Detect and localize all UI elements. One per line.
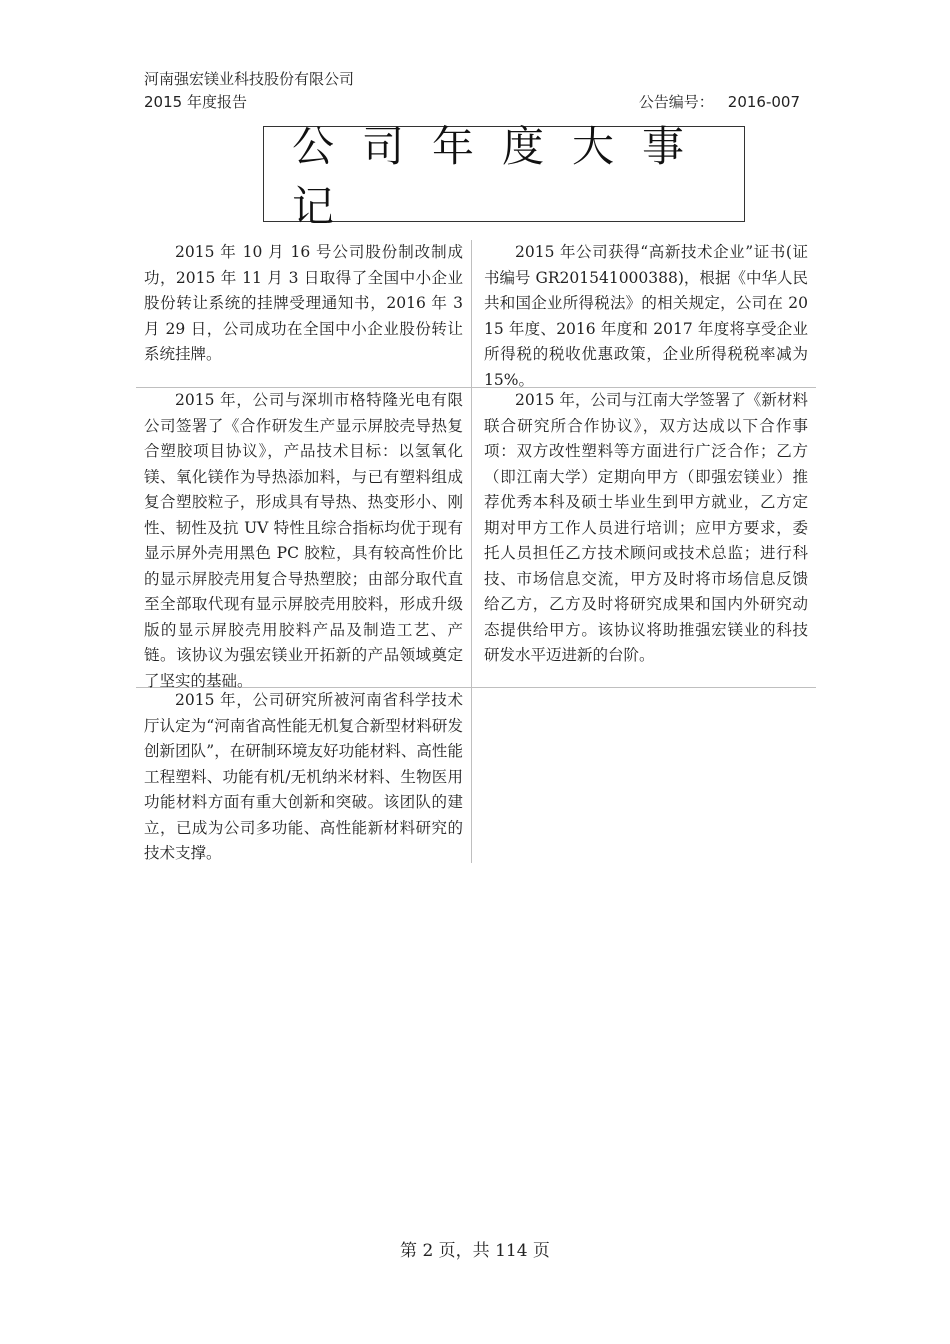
page-title: 公司年度大事记 [292, 122, 713, 231]
report-title: 2015 年度报告 [144, 93, 247, 111]
empty-cell [472, 688, 816, 863]
event-cell: 2015 年 10 月 16 号公司股份制改制成功，2015 年 11 月 3 日取得了全国中小企业股份转让系统的挂牌受理通知书，2016 年 3 月 29 日，公司成功在全国中小企业股份转让系统挂牌。 [136, 240, 472, 388]
events-table [136, 240, 816, 863]
event-cell: 2015 年，公司研究所被河南省科学技术厅认定为“河南省高性能无机复合新型材料研发创新团队”，在研制环境友好功能材料、高性能工程塑料、功能有机/无机纳米材料、生物医用功能材料方面有重大创新和突破。该团队的建立，已成为公司多功能、高性能新材料研究的技术支撑。 [136, 688, 472, 863]
event-cell: 2015 年，公司与江南大学签署了《新材料联合研究所合作协议》，双方达成以下合作事项：双方改性塑料等方面进行广泛合作；乙方（即江南大学）定期向甲方（即强宏镁业）推荐优秀本科及硕士毕业生到甲方就业，乙方定期对甲方工作人员进行培训；应甲方要求，委托人员担任乙方技术顾问或技术总监；进行科技、市场信息交流，甲方及时将市场信息反馈给乙方，乙方及时将研究成果和国内外研究动态提供给甲方。该协议将助推强宏镁业的科技研发水平迈进新的台阶。 [472, 388, 816, 688]
notice-number: 2016-007 [727, 93, 800, 111]
event-cell: 2015 年，公司与深圳市格特隆光电有限公司签署了《合作研发生产显示屏胶壳导热复合塑胶项目协议》，产品技术目标：以氢氧化镁、氧化镁作为导热添加料，与已有塑料组成复合塑胶粒子，形成具有导热、热变形小、刚性、韧性及抗 UV 特性且综合指标均优于现有显示屏外壳用黑色 PC 胶粒，具有较高性价比的显示屏胶壳用复合导热塑胶；由部分取代直至全部取代现有显示屏胶壳用胶料，形成升级版的显示屏胶壳用胶料产品及制造工艺、产链。该协议为强宏镁业开拓新的产品领域奠定了坚实的基础。 [136, 388, 472, 688]
notice-label: 公告编号： [638, 93, 714, 111]
event-cell: 2015 年公司获得“高新技术企业”证书(证书编号 GR201541000388)，根据《中华人民共和国企业所得税法》的相关规定，公司在 2015 年度、2016 年度和 2017 年度将享受企业所得税的税收优惠政策，企业所得税税率减为 15%。 [472, 240, 816, 388]
page-title-box [263, 122, 745, 231]
company-name: 河南强宏镁业科技股份有限公司 [144, 70, 355, 88]
page-number: 第 2 页，共 114 页 [400, 1241, 550, 1261]
notice-number-line [639, 91, 800, 113]
